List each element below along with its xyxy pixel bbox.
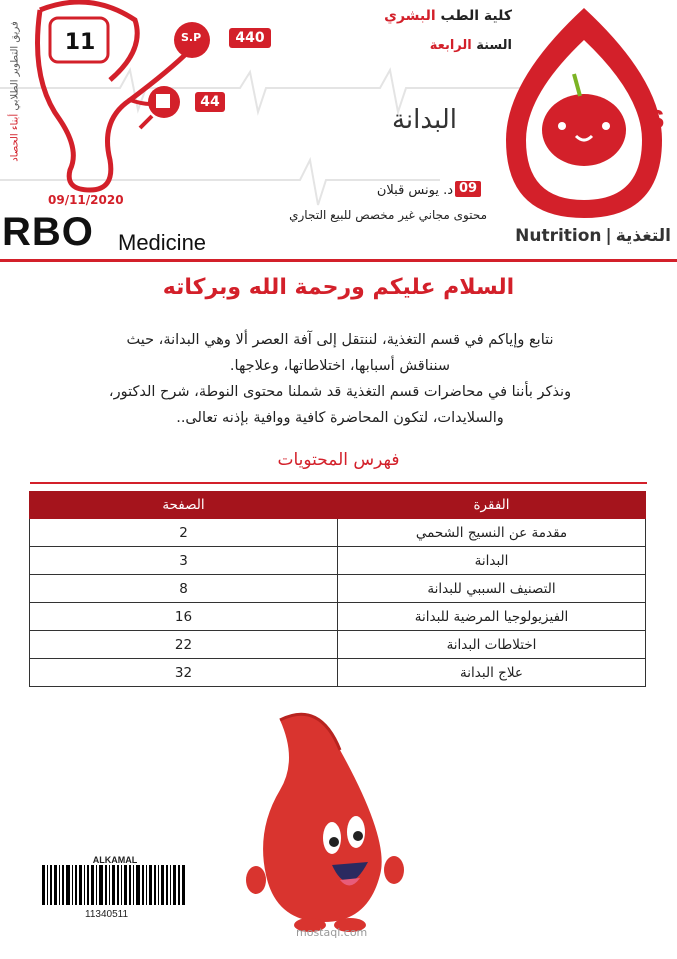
header-divider	[0, 259, 677, 262]
toc-section-cell: البدانة	[338, 547, 646, 575]
sp-label: S.P	[181, 31, 202, 44]
intro-line: سنناقش أسبابها، اختلاطاتها، وعلاجها.	[229, 358, 451, 374]
toc-page-cell: 22	[30, 631, 338, 659]
toc-page-cell: 3	[30, 547, 338, 575]
toc-section-cell: علاج البدانة	[338, 659, 646, 687]
team-vertical-text: فريق التطوير الطلابي أبناء الحصاد	[9, 21, 21, 162]
toc-section-cell: التصنيف السببي للبدانة	[338, 575, 646, 603]
barcode	[40, 855, 190, 920]
intro-line: نتابع وإياكم في قسم التغذية، لننتقل إلى آفة العصر ألا وهي البدانة، حيث	[126, 332, 554, 348]
rbo-logo: RBO	[2, 210, 94, 254]
cover-header	[0, 0, 677, 262]
toc-divider	[30, 482, 647, 484]
toc-page-cell: 8	[30, 575, 338, 603]
table-row	[30, 603, 646, 631]
lecture-date: 09/11/2020	[48, 193, 124, 207]
intro-line: والسلايدات، لتكون المحاضرة كافية ووافية بإذنه تعالى..	[176, 410, 504, 426]
toc-header-row	[30, 492, 646, 519]
toc-section-cell: الفيزيولوجيا المرضية للبدانة	[338, 603, 646, 631]
intro-line: ونذكر بأننا في محاضرات قسم التغذية قد شملنا محتوى النوطة، شرح الدكتور،	[108, 384, 572, 400]
toc-page-cell: 16	[30, 603, 338, 631]
toc-title: فهرس المحتويات	[277, 450, 400, 470]
table-row	[30, 547, 646, 575]
blood-drop-mascot-icon	[240, 700, 410, 935]
logo-s-letter: S	[647, 104, 665, 134]
sp-pages-badge: 440	[229, 28, 271, 48]
doctor-name: د. يونس قبلان	[376, 183, 453, 198]
year-line: السنة الرابعة	[429, 38, 512, 53]
faculty-line: كلية الطب البشري	[384, 8, 512, 24]
toc-page-cell: 2	[30, 519, 338, 547]
chapter-count: 11	[64, 30, 96, 55]
intro-paragraph	[40, 327, 640, 431]
table-row	[30, 659, 646, 687]
barcode-label: ALKAMAL	[92, 855, 138, 865]
lecture-number-badge: 09	[455, 181, 481, 197]
barcode-number: 11340511	[85, 909, 129, 920]
toc-table	[29, 491, 646, 687]
subject-label: Nutrition | التغذية	[515, 226, 671, 246]
toc-col-section: الفقرة	[338, 492, 646, 519]
toc-col-page: الصفحة	[30, 492, 338, 519]
lecture-title: البدانة	[391, 105, 457, 135]
toc-section-cell: مقدمة عن النسيج الشحمي	[338, 519, 646, 547]
table-row	[30, 631, 646, 659]
toc-section-cell: اختلاطات البدانة	[338, 631, 646, 659]
toc-page-cell: 32	[30, 659, 338, 687]
barcode-bars	[40, 865, 190, 905]
table-row	[30, 519, 646, 547]
greeting: السلام عليكم ورحمة الله وبركاته	[162, 275, 515, 300]
free-content-note: محتوى مجاني غير مخصص للبيع التجاري	[289, 208, 487, 222]
rbo-logo-medicine: Medicine	[118, 230, 207, 255]
watermark: mostaql.com	[296, 926, 368, 939]
page-count-badge: 44	[195, 92, 225, 112]
table-row	[30, 575, 646, 603]
